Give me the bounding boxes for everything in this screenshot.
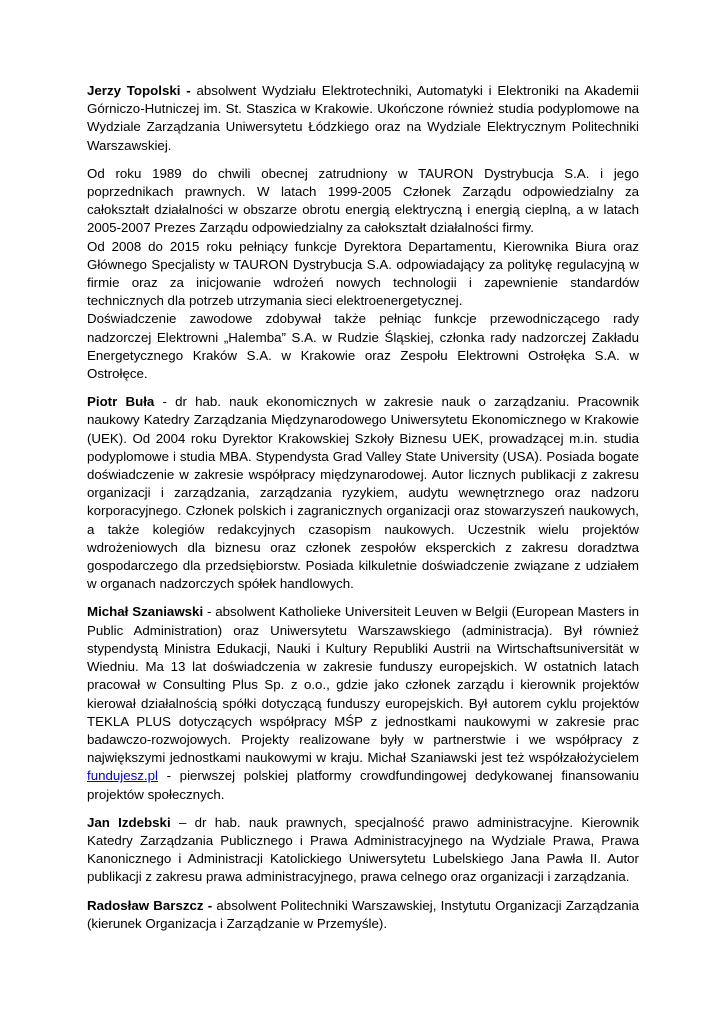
person-name: Radosław Barszcz - [87, 897, 213, 913]
bio-paragraph: Doświadczenie zawodowe zdobywał także pełniąc funkcje przewodniczącego rady nadzorczej Elektrowni „Halemba” S.A. w Rudzie Śląskiej, członka rady nadzorczej Zakładu Energetycznego Kraków S.A. w Krakowie oraz Zespołu Elektrowni Ostrołęka S.A. w Ostrołęce. [87, 311, 639, 382]
bio-paragraph [87, 82, 639, 155]
document-page [87, 82, 639, 943]
bio-text: absolwent Wydziału Elektrotechniki, Automatyki i Elektroniki na Akademii Górniczo-Hutniczej im. St. Staszica w Krakowie. Ukończone również studia podyplomowe na Wydziale Zarządzania Uniwersytetu Łódzkiego oraz na Wydziale Elektrycznym Politechniki Warszawskiej. [87, 83, 639, 153]
bio-paragraph: Od 2008 do 2015 roku pełniący funkcje Dyrektora Departamentu, Kierownika Biura oraz Głównego Specjalisty w TAURON Dystrybucja S.A. odpowiadający za politykę regulacyjną w firmie oraz za inicjowanie wdrożeń nowych technologii i zapewnienie standardów technicznych dla potrzeb utrzymania sieci elektroenergetycznej. [87, 238, 639, 309]
person-name: Piotr Buła [87, 394, 155, 410]
bio-paragraph [87, 814, 639, 887]
person-name: Michał Szaniawski [87, 604, 204, 620]
bio-text: absolwent Politechniki Warszawskiej, Instytutu Organizacji Zarządzania (kierunek Organizacja i Zarządzanie w Przemyśle). [87, 897, 639, 931]
person-name: Jan Izdebski [87, 814, 171, 830]
bio-text: - absolwent Katholieke Universiteit Leuven w Belgii (European Masters in Public Administration) oraz Uniwersytetu Warszawskiego (administracja). Był również stypendystą Ministra Edukacji, Nauki i Kultury Republiki Austrii na Wirtschaftsuniversität w Wiedniu. Ma 13 lat doświadczenia w zakresie funduszy europejskich. W ostatnich latach pracował w Consulting Plus Sp. z o.o., gdzie jako członek zarządu i kierownik projektów kierował działalnością spółki dotyczącą funduszy europejskich. Był autorem cyklu projektów TEKLA PLUS dotyczących współpracy MŚP z jednostkami naukowymi w zakresie prac badawczo-rozwojowych. Projekty realizowane były w partnerstwie i we współpracy z największymi jednostkami naukowymi w kraju. Michał Szaniawski jest też współzałożycielem [87, 604, 639, 766]
bio-text-after-link: - pierwszej polskiej platformy crowdfundingowej dedykowanej finansowaniu projektów społecznych. [87, 768, 639, 802]
bio-michal-szaniawski [87, 603, 639, 803]
bio-jerzy-topolski [87, 82, 639, 383]
bio-radoslaw-barszcz [87, 897, 639, 933]
bio-jan-izdebski [87, 814, 639, 887]
bio-paragraph [87, 393, 639, 593]
bio-piotr-bula [87, 393, 639, 593]
fundujesz-link[interactable]: fundujesz.pl [87, 768, 158, 784]
person-name: Jerzy Topolski - [87, 83, 191, 98]
bio-text: - dr hab. nauk ekonomicznych w zakresie nauk o zarządzaniu. Pracownik naukowy Katedry Zarządzania Międzynarodowego Uniwersytetu Ekonomicznego w Krakowie (UEK). Od 2004 roku Dyrektor Krakowskiej Szkoły Biznesu UEK, prowadzącej m.in. studia podyplomowe i studia MBA. Stypendysta Grad Valley State University (USA). Posiada bogate doświadczenie w zakresie współpracy międzynarodowej. Autor licznych publikacji z zakresu organizacji i zarządzania, zarządzania ryzykiem, audytu wewnętrznego oraz nadzoru korporacyjnego. Członek polskich i zagranicznych organizacji oraz stowarzyszeń naukowych, a także kolegiów redakcyjnych czasopism naukowych. Uczestnik wielu projektów wdrożeniowych dla biznesu oraz członek zespołów eksperckich z zakresu doradztwa gospodarczego dla przedsiębiorstw. Posiada kilkuletnie doświadczenie związane z udziałem w organach nadzorczych spółek handlowych. [87, 394, 640, 592]
bio-paragraph: Od roku 1989 do chwili obecnej zatrudniony w TAURON Dystrybucja S.A. i jego poprzednikach prawnych. W latach 1999-2005 Członek Zarządu odpowiedzialny za całokształt działalności w obszarze obrotu energią elektryczną i energią cieplną, a w latach 2005-2007 Prezes Zarządu odpowiedzialny za całokształt działalności firmy. [87, 165, 639, 236]
bio-paragraph [87, 603, 639, 803]
bio-paragraph [87, 897, 639, 933]
bio-text: – dr hab. nauk prawnych, specjalność prawo administracyjne. Kierownik Katedry Zarządzania Publicznego i Prawa Administracyjnego na Wydziale Prawa, Prawa Kanonicznego i Administracji Katolickiego Uniwersytetu Lubelskiego Jana Pawła II. Autor publikacji z zakresu prawa administracyjnego, prawa celnego oraz organizacji i zarządzania. [87, 814, 640, 885]
